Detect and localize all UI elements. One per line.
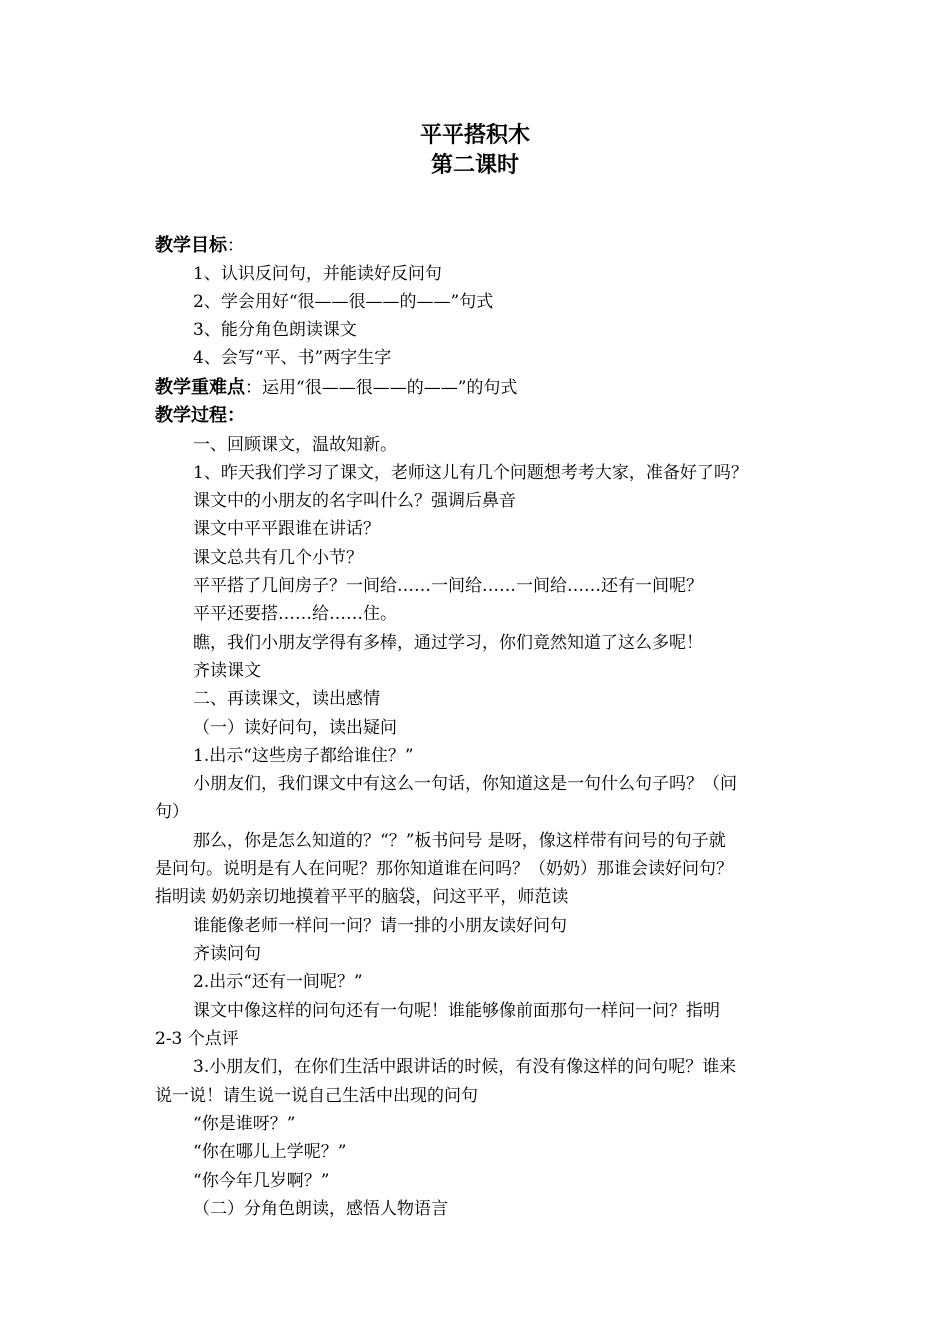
body-line: 2.出示“还有一间呢？” xyxy=(193,972,363,992)
body-line: （二）分角色朗读，感悟人物语言 xyxy=(193,1199,448,1219)
body-line: 课文中的小朋友的名字叫什么？强调后鼻音 xyxy=(193,491,516,511)
goals-colon: ： xyxy=(227,236,244,256)
body-line: 平平搭了几间房子？一间给……一间给……一间给……还有一间呢？ xyxy=(193,576,703,596)
doc-title: 平平搭积木 xyxy=(419,122,530,148)
goal-item: 3、能分角色朗读课文 xyxy=(193,320,357,340)
body-line: 是问句。说明是有人在问呢？那你知道谁在问吗？（奶奶）那谁会读好问句？ xyxy=(155,859,733,879)
body-line: 齐读问句 xyxy=(193,944,261,964)
process-heading: 教学过程： xyxy=(155,405,245,426)
body-line: 齐读课文 xyxy=(193,661,261,681)
key-point-line xyxy=(155,376,517,400)
goals-heading: 教学目标 xyxy=(155,235,227,256)
body-line: 课文中平平跟谁在讲话？ xyxy=(193,519,380,539)
body-line: “你是谁呀？” xyxy=(193,1114,296,1134)
body-line: “你在哪儿上学呢？” xyxy=(193,1142,347,1162)
key-text: ：运用“很——很——的——”的句式 xyxy=(245,378,518,398)
body-line: 一、回顾课文，温故知新。 xyxy=(193,435,397,455)
body-line: 3.小朋友们，在你们生活中跟讲话的时候，有没有像这样的问句呢？谁来 xyxy=(193,1057,737,1077)
body-line: 平平还要搭……给……住。 xyxy=(193,604,397,624)
body-line: 2-3 个点评 xyxy=(155,1029,239,1049)
body-line: 瞧，我们小朋友学得有多棒，通过学习，你们竟然知道了这么多呢！ xyxy=(193,633,703,653)
body-line: 课文总共有几个小节？ xyxy=(193,548,363,568)
body-line: 二、再读课文，读出感情 xyxy=(193,689,380,709)
body-line: 谁能像老师一样问一问？请一排的小朋友读好问句 xyxy=(193,916,567,936)
goal-item: 4、会写“平、书”两字生字 xyxy=(193,348,392,368)
body-line: 句） xyxy=(155,802,189,822)
goals-heading-line xyxy=(155,234,244,258)
goal-item: 1、认识反问句，并能读好反问句 xyxy=(193,264,442,284)
body-line: 1、昨天我们学习了课文，老师这儿有几个问题想考考大家，准备好了吗？ xyxy=(193,463,748,483)
key-heading: 教学重难点 xyxy=(155,377,245,398)
goal-item: 2、学会用好“很——很——的——”句式 xyxy=(193,292,494,312)
body-line: 小朋友们，我们课文中有这么一句话，你知道这是一句什么句子吗？（问 xyxy=(193,774,737,794)
body-line: 课文中像这样的问句还有一句呢！谁能够像前面那句一样问一问？指明 xyxy=(193,1001,720,1021)
body-line: 那么，你是怎么知道的？“？”板书问号 是呀，像这样带有问号的句子就 xyxy=(193,831,726,851)
body-line: 说一说！请生说一说自己生活中出现的问句 xyxy=(155,1086,478,1106)
body-line: 1.出示“这些房子都给谁住？” xyxy=(193,746,414,766)
body-line: 指明读 奶奶亲切地摸着平平的脑袋，问这平平，师范读 xyxy=(155,887,569,907)
body-line: “你今年几岁啊？” xyxy=(193,1171,330,1191)
doc-subtitle: 第二课时 xyxy=(430,152,519,178)
body-line: （一）读好问句，读出疑问 xyxy=(193,718,397,738)
